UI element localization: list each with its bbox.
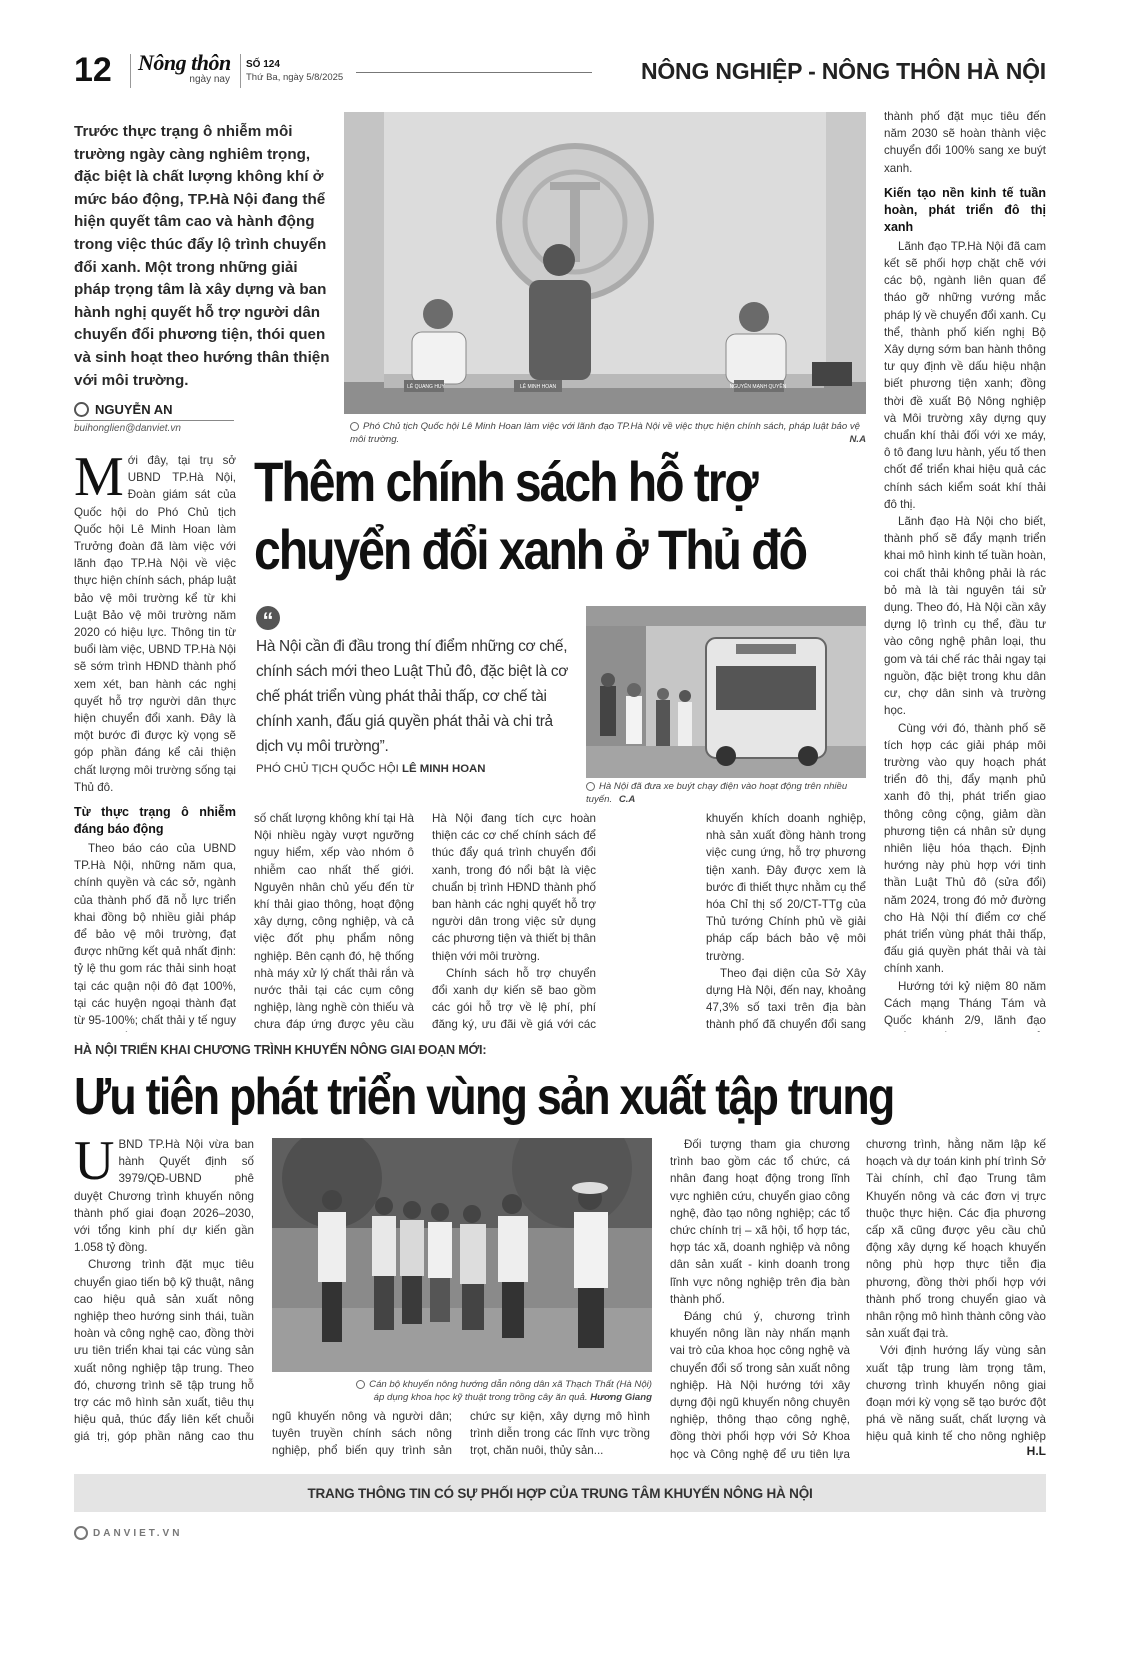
subheading-2: Kiến tạo nền kinh tế tuần hoàn, phát triển đô thị xanh [884, 185, 1046, 234]
col3-paragraph-1: Hà Nội đang tích cực hoàn thiện các cơ chế chính sách để thúc đẩy quá trình chuyển đổi xanh, trong đó nổi bật là việc chuẩn bị trình HĐND thành phố ban hành các nghị quyết hỗ trợ người dân trong việc sử dụng các phương tiện và thiết bị thân thiện với môi trường. [432, 812, 596, 963]
header-rule [356, 72, 592, 73]
caption-line-2: áp dụng khoa học kỹ thuật trong trồng cây ăn quả. [373, 1392, 588, 1403]
photo-bus-caption [586, 780, 866, 806]
header-divider [130, 54, 131, 88]
header-divider-2 [240, 54, 241, 88]
col5-paragraph-3: Lãnh đạo Hà Nội cho biết, thành phố sẽ đẩy mạnh triển khai mô hình kinh tế tuần hoàn, coi chất thải không phải là rác bỏ mà là tài nguyên tái sử dụng. Theo đó, Hà Nội cần xây dựng lộ trình cụ thể, đầu tư vào công nghệ phân loại, thu gom và tái chế rác thải ngay tại nguồn, đặc biệt trong khu dân cư, chợ dân sinh và trường học. [884, 515, 1046, 718]
col4-paragraph-2: Theo đại diện của Sở Xây dựng Hà Nội, đến nay, khoảng 47,3% số taxi trên địa bàn thành phố đã chuyển đổi sang [706, 966, 866, 1032]
headline-line-2: chuyển đổi xanh ở Thủ đô [254, 518, 806, 581]
caption-text: Phó Chủ tịch Quốc hội Lê Minh Hoan làm việc với lãnh đạo TP.Hà Nội về việc thực hiện chính sách, pháp luật bảo vệ môi trường. [350, 421, 861, 445]
article2-column-4 [670, 1136, 850, 1460]
caption-text-2: Hà Nội đã đưa xe buýt chạy điện vào hoạt động trên nhiều tuyến. [586, 781, 848, 805]
issue-number: SỐ 124 [246, 59, 280, 70]
article1-column-5 [884, 108, 1046, 1032]
partner-banner [74, 1474, 1046, 1512]
drop-cap: M [74, 452, 124, 508]
author-rule [74, 420, 234, 421]
article2-column-5 [866, 1136, 1046, 1446]
col5-paragraph-4: Cùng với đó, thành phố sẽ tích hợp các giải pháp môi trường vào quy hoạch phát triển đô thị, đẩy mạnh phủ xanh đô thị, phát triển giao thông công cộng, giảm dần phương tiện cá nhân sử dụng nhiên liệu hóa thạch. Định hướng này phù hợp với tinh thần Luật Thủ đô (sửa đổi) năm 2024, trong đó mở đường cho Hà Nội thí điểm cơ chế phát triển vùng phát thải thấp, đấu giá quyền phát thải và tài chính xanh. [884, 721, 1046, 976]
quote-text: Hà Nội cần đi đầu trong thí điểm những cơ chế, chính sách mới theo Luật Thủ đô, đặc biệt là cơ chế phát triển vùng phát thải thấp, cơ chế tài chính xanh, đấu giá quyền phát thải và chi trả dịch vụ môi trường”. [256, 638, 569, 755]
quote-attribution [256, 763, 576, 775]
photo-electric-bus [586, 606, 866, 778]
article1-column-4 [706, 810, 866, 1032]
partner-banner-text: TRANG THÔNG TIN CÓ SỰ PHỐI HỢP CỦA TRUNG TÂM KHUYẾN NÔNG HÀ NỘI [307, 1485, 813, 1501]
nameplate-2: LÊ MINH HOAN [519, 384, 557, 390]
issue-date: Thứ Ba, ngày 5/8/2025 [246, 72, 344, 83]
footer-site-text: DANVIET.VN [93, 1527, 183, 1539]
bus-photo-illustration [586, 606, 866, 778]
article2-signature: H.L [1026, 1444, 1046, 1458]
nameplate-3: NGUYỄN MẠNH QUYỀN [729, 384, 787, 390]
col5-paragraph-1: thành phố đặt mục tiêu đến năm 2030 sẽ hoàn thành việc chuyển đổi 100% sang xe buýt xanh. [884, 110, 1046, 175]
col3-paragraph-2: Chính sách hỗ trợ chuyển đổi xanh dự kiến sẽ bao gồm các gói hỗ trợ về lệ phí, phí đăng ký, ưu đãi về giá với các [432, 966, 596, 1032]
article1-column-3 [432, 810, 596, 1032]
author-name: NGUYỄN AN [95, 402, 173, 417]
col4-paragraph-1: khuyến khích doanh nghiệp, nhà sản xuất đồng hành trong việc cung ứng, hỗ trợ phương tiện xanh. Đây được xem là bước đi thiết thực nhằm cụ thể hóa Chỉ thị số 20/CT-TTg của Thủ tướng Chính phủ về giải pháp cấp bách bảo vệ môi trường. [706, 812, 866, 963]
pen-icon [74, 402, 89, 417]
article1-column-2 [254, 810, 414, 1032]
field-photo-illustration [272, 1138, 652, 1372]
photo-field-caption [274, 1378, 652, 1404]
a2-col4-paragraph-1: Đối tượng tham gia chương trình bao gồm các tổ chức, cá nhân đang hoạt động trong lĩnh vực nghiên cứu, chuyển giao công nghệ, đào tạo nông nghiệp; các tổ chức chính trị – xã hội, tổ hợp tác, hợp tác xã, doanh nghiệp và nông dân sản xuất - kinh doanh trong lĩnh vực nông nghiệp trên địa bàn thành phố. [670, 1138, 850, 1306]
photo-meeting-caption [350, 420, 866, 446]
section-title: NÔNG NGHIỆP - NÔNG THÔN HÀ NỘI [640, 58, 1046, 84]
footer-site [74, 1526, 182, 1540]
headline-line-1: Thêm chính sách hỗ trợ [254, 450, 757, 513]
a2-col2-paragraph-1: ngũ khuyến nông và người dân; tuyên truyền chính sách nông nghiệp, phổ biến quy trình sản [272, 1410, 452, 1458]
a2-col1-paragraph-2: Chương trình đặt mục tiêu chuyển giao tiến bộ kỹ thuật, nâng cao hiệu quả sản xuất nông nghiệp theo hướng sinh thái, tuần hoàn và công nghệ cao, đồng thời ưu tiên triển khai tại các vùng sản xuất nông nghiệp tập trung. Theo đó, chương trình sẽ tập trung hỗ trợ các mô hình sản xuất, tiêu thụ hiệu quả, thúc đẩy liên kết chuỗi giá trị, góp phần nâng cao thu [74, 1258, 254, 1444]
article2-kicker: HÀ NỘI TRIỂN KHAI CHƯƠNG TRÌNH KHUYẾN NÔNG GIAI ĐOẠN MỚI: [74, 1043, 487, 1057]
author-email: buihonglien@danviet.vn [74, 423, 181, 434]
author-byline [74, 402, 234, 434]
photo-meeting [344, 112, 866, 414]
caption-credit-3: Hương Giang [590, 1392, 652, 1403]
col5-paragraph-2: Lãnh đạo TP.Hà Nội đã cam kết sẽ phối hợp chặt chẽ với các bộ, ngành liên quan để tháo gỡ những vướng mắc pháp lý về chuyển đổi xanh. Cụ thể, thành phố kiến nghị Bộ Xây dựng sớm ban hành thông tư quy định về dấu hiệu nhận biết phương tiện xanh; đồng thời đề xuất Bộ Nông nghiệp và Môi trường xây dựng quy chuẩn khí thải đối với xe máy, ô tô đang lưu hành, yếu tố then chốt để triển khai hiệu quả các chính sách kiểm soát khí thải đô thị. [884, 239, 1046, 511]
caption-line-1: Cán bộ khuyến nông hướng dẫn nông dân xã Thạch Thất (Hà Nội) [369, 1379, 652, 1390]
quote-attr-prefix: PHÓ CHỦ TỊCH QUỐC HỘI [256, 763, 399, 775]
caption-credit-2: C.A [618, 794, 636, 805]
meeting-photo-illustration [344, 112, 866, 414]
nameplate-1: LÊ QUANG HUY [407, 384, 445, 390]
article2-headline: Ưu tiên phát triển vùng sản xuất tập trung [74, 1068, 894, 1126]
a2-col4-paragraph-2: Đáng chú ý, chương trình khuyến nông lần này nhấn mạnh vai trò của khoa học công nghệ và chuyển đổi số trong sản xuất nông nghiệp. Hà Nội hướng tới xây dựng đội ngũ khuyến nông chuyên nghiệp, thông thạo công nghệ, đồng thời phối hợp với Sở Khoa học và Công nghệ để ưu tiên lựa [670, 1310, 850, 1460]
caption-bullet-icon-3 [356, 1380, 365, 1389]
article-lead: Trước thực trạng ô nhiễm môi trường ngày càng nghiêm trọng, đặc biệt là chất lượng không khí ở mức báo động, TP.Hà Nội đang thể hiện quyết tâm cao và hành động trong việc thúc đẩy lộ trình chuyển đổi xanh. Một trong những giải pháp trọng tâm là xây dựng và ban hành nghị quyết hỗ trợ người dân chuyển đổi phương tiện, thói quen và sinh hoạt theo hướng thân thiện với môi trường. [74, 123, 330, 389]
article1-column-1 [74, 452, 236, 1032]
quote-mark-icon: “ [256, 606, 280, 630]
newspaper-logo [138, 52, 238, 90]
col2-paragraph-1: số chất lượng không khí tại Hà Nội nhiều ngày vượt ngưỡng nguy hiểm, xếp vào nhóm ô nhiễm cao nhất thế giới. Nguyên nhân chủ yếu đến từ khí thải giao thông, hoạt động xây dựng, công nghiệp, và cả việc đốt phụ phẩm nông nghiệp. Bên cạnh đó, hệ thống nhà máy xử lý chất thải rắn và nước thải tại các cụm công nghiệp, làng nghề còn thiếu và chưa đáp ứng được yêu cầu [254, 812, 414, 1032]
article-headline [254, 448, 854, 584]
a2-col5-paragraph-1: chương trình, hằng năm lập kế hoạch và dự toán kinh phí trình Sở Tài chính, chỉ đạo Trung tâm Khuyến nông và các đơn vị trực thuộc thực hiện. Các địa phương cấp xã cũng được yêu cầu chủ động xây dựng kế hoạch khuyến nông phù hợp thực tiễn địa phương, đồng thời phối hợp với thành phố trong chuyển giao và nhân rộng mô hình thành công vào sản xuất đại trà. [866, 1138, 1046, 1341]
caption-bullet-icon [350, 422, 359, 431]
page-header [74, 50, 1046, 92]
photo-extension-officers [272, 1138, 652, 1372]
logo-sub: ngày nay [189, 74, 230, 85]
quote-attr-name: LÊ MINH HOAN [401, 763, 486, 775]
subheading-1: Từ thực trạng ô nhiễm đáng báo động [74, 805, 236, 837]
logo-main: Nông thôn [138, 50, 231, 75]
danviet-logo-icon [74, 1526, 88, 1540]
col1-paragraph-1: ới đây, tại trụ sở UBND TP.Hà Nội, Đoàn giám sát của Quốc hội do Phó Chủ tịch Quốc hội Lê Minh Hoan làm Trưởng đoàn đã làm việc với lãnh đạo TP.Hà Nội về việc thực hiện chính sách, pháp luật bảo vệ môi trường kể từ khi Luật Bảo vệ môi trường năm 2020 có hiệu lực. Thông tin từ buổi làm việc, UBND TP.Hà Nội sẽ sớm trình HĐND thành phố xem xét, ban hành các nghị quyết hỗ trợ người dân thực hiện chuyển đổi xanh. Đây là một bước đi được kỳ vọng sẽ góp phần đáng kể cải thiện chất lượng môi trường sống tại Thủ đô. [74, 454, 236, 794]
pull-quote [256, 606, 576, 775]
page-number: 12 [74, 51, 112, 89]
a2-col1-paragraph-1: BND TP.Hà Nội vừa ban hành Quyết định số 3979/QĐ-UBND phê duyệt Chương trình khuyến nông thành phố giai đoạn 2026–2030, với tổng kinh phí dự kiến gần 1.058 tỷ đồng. [74, 1138, 254, 1255]
article2-column-1 [74, 1136, 254, 1446]
issue-info [246, 58, 343, 84]
caption-bullet-icon-2 [586, 782, 595, 791]
col1-paragraph-2: Theo báo cáo của UBND TP.Hà Nội, những năm qua, chính quyền và các sở, ngành của thành phố đã nỗ lực triển khai đồng bộ nhiều giải pháp để bảo vệ môi trường, đạt được những kết quả nhất định: tỷ lệ thu gom rác thải sinh hoạt tại các quận nội đô đạt 100%, tại các huyện ngoại thành đạt từ 95-100%; chất thải y tế nguy [74, 842, 236, 1028]
a2-col5-paragraph-2: Với định hướng lấy vùng sản xuất tập trung làm trọng tâm, chương trình khuyến nông giai đoạn mới kỳ vọng sẽ tạo bước đột phá về năng suất, chất lượng và hiệu quả kinh tế cho nông nghiệp [866, 1344, 1046, 1444]
drop-cap-2: U [74, 1136, 115, 1192]
a2-col3-paragraph-1: chức sự kiện, xây dựng mô hình trình diễn trong các lĩnh vực trồng trọt, chăn nuôi, thủy sản... [470, 1410, 650, 1458]
article2-column-2 [272, 1408, 452, 1460]
caption-credit: N.A [849, 434, 866, 445]
article2-column-3 [470, 1408, 650, 1460]
col5-paragraph-5: Hướng tới kỷ niệm 80 năm Cách mạng Tháng Tám và Quốc khánh 2/9, lãnh đạo [884, 979, 1046, 1027]
